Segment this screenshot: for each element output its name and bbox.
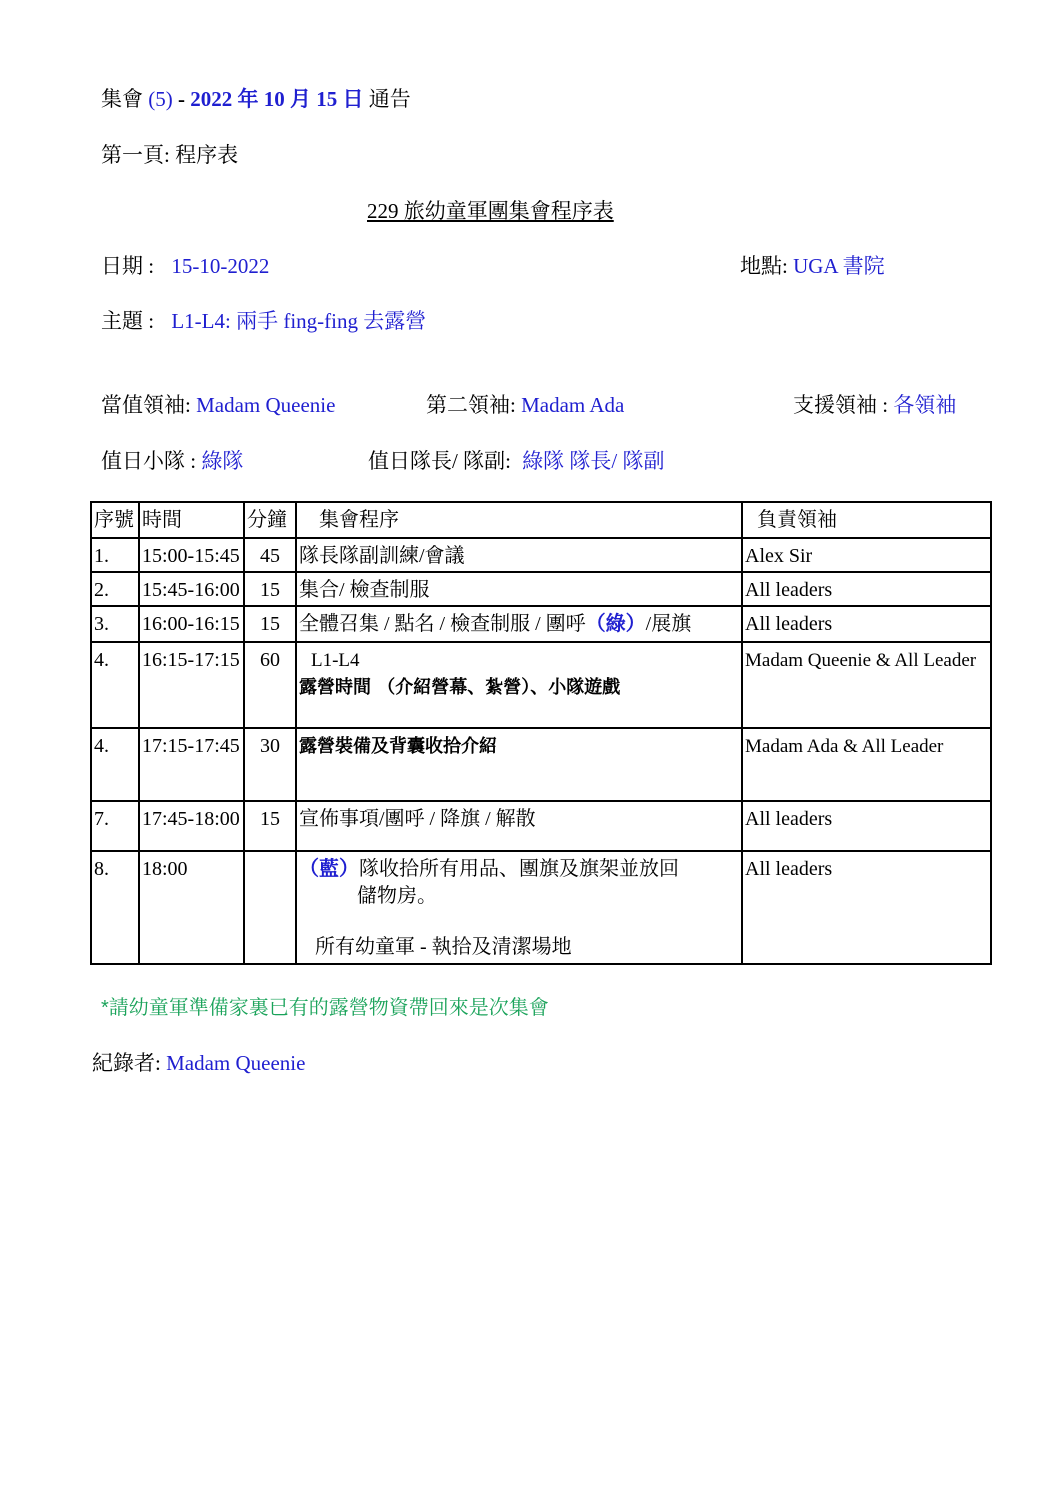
row-programme — [296, 851, 742, 964]
assembly-prefix: 集會 — [101, 87, 143, 111]
venue-line — [740, 253, 885, 279]
table-row — [91, 538, 991, 572]
row-minutes: 15 — [244, 801, 296, 851]
duty-leader-line — [101, 392, 335, 418]
row-time: 15:45-16:00 — [139, 572, 244, 606]
programme-activity: 露營時間 （介紹營幕、紮營）、小隊遊戲 — [299, 677, 621, 698]
duty-patrol-line — [101, 448, 243, 474]
header-minutes: 分鐘 — [244, 502, 296, 538]
duty-leader-label: 當值領袖: — [101, 393, 191, 417]
row-leader: All leaders — [742, 572, 991, 606]
venue-label: 地點: — [740, 254, 788, 278]
header-programme: 集會程序 — [296, 502, 742, 538]
row-no: 3. — [91, 606, 139, 642]
recorder-line — [92, 1050, 305, 1076]
row-time: 16:15-17:15 — [139, 642, 244, 728]
row-no: 2. — [91, 572, 139, 606]
spacer — [299, 910, 739, 934]
row-minutes: 15 — [244, 572, 296, 606]
table-header-row — [91, 502, 991, 538]
second-leader-value: Madam Ada — [521, 393, 625, 417]
support-leader-line — [793, 392, 956, 418]
row-time: 18:00 — [139, 851, 244, 964]
table-row — [91, 851, 991, 964]
row-no: 7. — [91, 801, 139, 851]
row-no: 8. — [91, 851, 139, 964]
duty-patrol-label: 值日小隊 : — [101, 449, 197, 473]
row-minutes — [244, 851, 296, 964]
row-minutes: 45 — [244, 538, 296, 572]
table-row — [91, 728, 991, 801]
table-row — [91, 801, 991, 851]
table-row — [91, 606, 991, 642]
reminder-note: *請幼童軍準備家裏已有的露營物資帶回來是次集會 — [101, 997, 549, 1019]
row-programme: 集合/ 檢查制服 — [296, 572, 742, 606]
programme-text-cont: 儲物房。 — [357, 885, 437, 907]
page-label: 第一頁: 程序表 — [101, 143, 239, 167]
recorder-label: 紀錄者: — [92, 1051, 161, 1075]
row-leader: Alex Sir — [742, 538, 991, 572]
row-minutes: 30 — [244, 728, 296, 801]
row-leader: All leaders — [742, 801, 991, 851]
notice-header — [101, 86, 411, 112]
programme-text-all: 所有幼童軍 - 執拾及清潔場地 — [315, 936, 572, 958]
row-minutes: 15 — [244, 606, 296, 642]
theme-value: L1-L4: 兩手 fing-fing 去露營 — [171, 309, 427, 333]
row-time: 17:45-18:00 — [139, 801, 244, 851]
duty-leader-value: Madam Queenie — [196, 393, 336, 417]
duty-pl-value: 綠隊 隊長/ 隊副 — [522, 449, 665, 473]
support-leader-label: 支援領袖 : — [793, 393, 889, 417]
programme-text: 全體召集 / 點名 / 檢查制服 / 團呼 — [299, 613, 586, 635]
date-value: 15-10-2022 — [171, 254, 270, 278]
programme-text-end: /展旗 — [645, 613, 692, 635]
row-minutes: 60 — [244, 642, 296, 728]
programme-cleanup — [299, 856, 739, 883]
row-leader: All leaders — [742, 606, 991, 642]
second-leader-label: 第二領袖: — [426, 393, 516, 417]
row-time: 15:00-15:45 — [139, 538, 244, 572]
row-time: 16:00-16:15 — [139, 606, 244, 642]
date-line — [101, 253, 269, 279]
duty-patrol-value: 綠隊 — [201, 449, 244, 473]
row-no: 4. — [91, 642, 139, 728]
row-programme: 露營裝備及背囊收拾介紹 — [296, 728, 742, 801]
table-row — [91, 572, 991, 606]
row-programme — [296, 606, 742, 642]
recorder-value: Madam Queenie — [166, 1051, 306, 1075]
header-time: 時間 — [139, 502, 244, 538]
row-leader: Madam Queenie & All Leader — [742, 642, 991, 728]
duty-pl-label: 值日隊長/ 隊副: — [368, 449, 511, 473]
support-leader-value: 各領袖 — [893, 393, 957, 417]
programme-table — [90, 501, 992, 965]
header-no: 序號 — [91, 502, 139, 538]
patrol-color-blue: （藍） — [299, 858, 359, 880]
row-leader: Madam Ada & All Leader — [742, 728, 991, 801]
row-no: 4. — [91, 728, 139, 801]
dash: - — [178, 87, 191, 111]
programme-text: 隊收拾所有用品、團旗及旗架並放回 — [359, 858, 679, 880]
assembly-number: (5) — [148, 87, 173, 111]
duty-pl-line — [368, 448, 665, 474]
notice-date: 2022 年 10 月 15 日 — [190, 87, 364, 111]
theme-line — [101, 308, 426, 334]
patrol-color-green: （綠） — [585, 613, 646, 635]
header-leader: 負責領袖 — [742, 502, 991, 538]
programme-level: L1-L4 — [311, 650, 360, 671]
second-leader-line — [426, 392, 624, 418]
row-programme: 宣佈事項/團呼 / 降旗 / 解散 — [296, 801, 742, 851]
row-programme: 隊長隊副訓練/會議 — [296, 538, 742, 572]
theme-label: 主題 : — [101, 309, 155, 333]
row-time: 17:15-17:45 — [139, 728, 244, 801]
date-label: 日期 : — [101, 254, 155, 278]
row-programme — [296, 642, 742, 728]
row-no: 1. — [91, 538, 139, 572]
venue-value: UGA 書院 — [793, 254, 885, 278]
page-title: 229 旅幼童軍團集會程序表 — [367, 199, 614, 223]
row-leader: All leaders — [742, 851, 991, 964]
notice-suffix: 通告 — [368, 87, 411, 111]
table-row — [91, 642, 991, 728]
